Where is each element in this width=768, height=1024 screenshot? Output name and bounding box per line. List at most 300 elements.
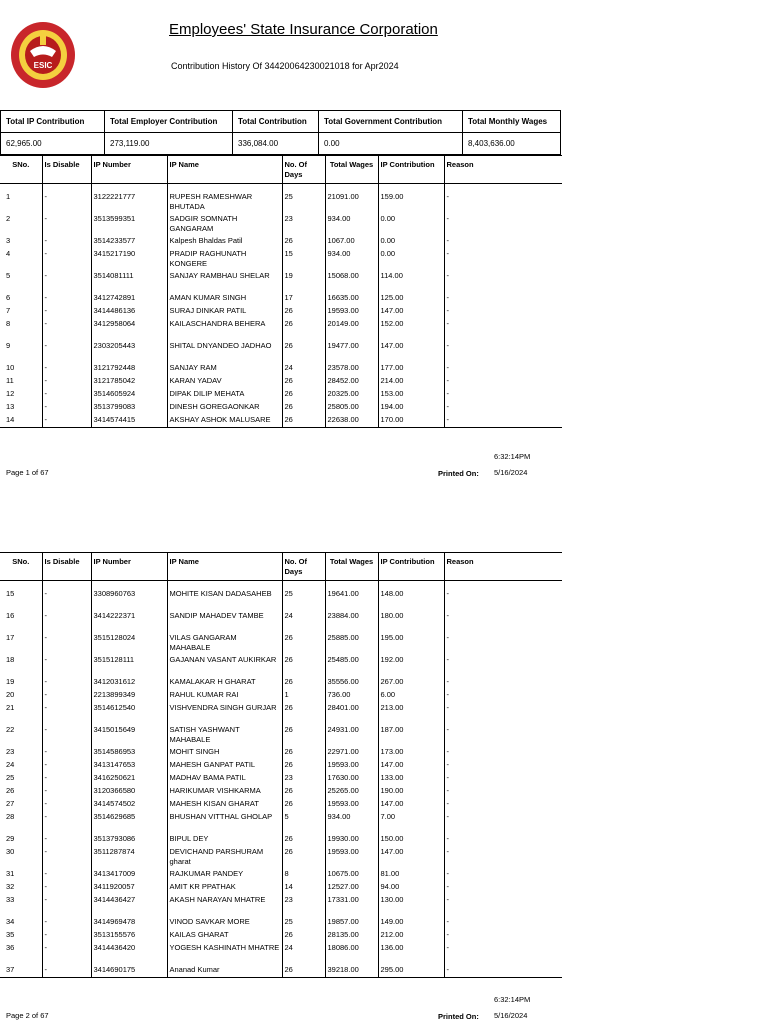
table-row: [0, 293, 562, 306]
table-row: [0, 690, 562, 703]
cell-disable: -: [42, 917, 91, 930]
cell-name: VISHVENDRA SINGH GURJAR: [167, 703, 282, 725]
cell-contrib: 0.00: [378, 214, 444, 236]
cell-contrib: 125.00: [378, 293, 444, 306]
cell-days: 24: [282, 611, 325, 633]
table-row: [0, 589, 562, 611]
cell-reason: -: [444, 930, 562, 943]
column-header: IP Contribution: [378, 553, 444, 581]
cell-contrib: 190.00: [378, 786, 444, 799]
table-row: [0, 402, 562, 415]
esic-logo-icon: [10, 21, 76, 89]
cell-contrib: 159.00: [378, 192, 444, 214]
cell-name: GAJANAN VASANT AUKIRKAR: [167, 655, 282, 677]
column-header: IP Number: [91, 156, 167, 184]
totals-label: Total Employer Contribution: [105, 111, 233, 133]
cell-disable: -: [42, 271, 91, 293]
table-row: [0, 703, 562, 725]
table-row: [0, 786, 562, 799]
logo-text: ESIC: [33, 61, 53, 70]
cell-name: SHITAL DNYANDEO JADHAO: [167, 341, 282, 363]
cell-reason: -: [444, 389, 562, 402]
cell-contrib: 295.00: [378, 965, 444, 978]
column-header: No. Of Days: [282, 553, 325, 581]
cell-wages: 25485.00: [325, 655, 378, 677]
table-row: [0, 214, 562, 236]
cell-name: SATISH YASHWANT MAHABALE: [167, 725, 282, 747]
cell-wages: 16635.00: [325, 293, 378, 306]
cell-disable: -: [42, 834, 91, 847]
cell-ip: 3120366580: [91, 786, 167, 799]
cell-days: 26: [282, 677, 325, 690]
cell-days: 26: [282, 747, 325, 760]
cell-days: 26: [282, 725, 325, 747]
cell-wages: 19593.00: [325, 799, 378, 812]
cell-ip: 3308960763: [91, 589, 167, 611]
cell-wages: 23884.00: [325, 611, 378, 633]
cell-disable: -: [42, 389, 91, 402]
cell-ip: 3414436427: [91, 895, 167, 917]
cell-ip: 3121785042: [91, 376, 167, 389]
cell-reason: -: [444, 869, 562, 882]
column-header: Reason: [444, 553, 562, 581]
cell-disable: -: [42, 773, 91, 786]
cell-sno: 2: [6, 213, 11, 223]
cell-reason: -: [444, 192, 562, 214]
cell-wages: 24931.00: [325, 725, 378, 747]
cell-contrib: 0.00: [378, 236, 444, 249]
cell-days: 26: [282, 965, 325, 978]
cell-contrib: 6.00: [378, 690, 444, 703]
cell-name: Kalpesh Bhaldas Patil: [167, 236, 282, 249]
cell-wages: 19593.00: [325, 847, 378, 869]
cell-reason: -: [444, 965, 562, 978]
cell-ip: 3411920057: [91, 882, 167, 895]
cell-contrib: 212.00: [378, 930, 444, 943]
table-row: [0, 236, 562, 249]
table-row: [0, 249, 562, 271]
cell-disable: -: [42, 799, 91, 812]
cell-disable: -: [42, 589, 91, 611]
cell-days: 24: [282, 943, 325, 965]
table-row: [0, 895, 562, 917]
cell-wages: 19477.00: [325, 341, 378, 363]
cell-days: 26: [282, 655, 325, 677]
cell-name: SURAJ DINKAR PATIL: [167, 306, 282, 319]
cell-wages: 20149.00: [325, 319, 378, 341]
table-row: [0, 306, 562, 319]
cell-contrib: 195.00: [378, 633, 444, 655]
print-time: 6:32:14PM: [494, 995, 531, 1004]
cell-reason: -: [444, 917, 562, 930]
cell-reason: -: [444, 812, 562, 834]
cell-reason: -: [444, 786, 562, 799]
cell-wages: 19930.00: [325, 834, 378, 847]
cell-sno: 20: [6, 689, 15, 699]
cell-sno: 16: [6, 610, 15, 620]
cell-sno: 31: [6, 868, 15, 878]
cell-name: AMAN KUMAR SINGH: [167, 293, 282, 306]
table-row: [0, 847, 562, 869]
cell-wages: 35556.00: [325, 677, 378, 690]
cell-contrib: 152.00: [378, 319, 444, 341]
cell-wages: 736.00: [325, 690, 378, 703]
cell-days: 5: [282, 812, 325, 834]
cell-wages: 28135.00: [325, 930, 378, 943]
column-header: IP Name: [167, 553, 282, 581]
cell-days: 25: [282, 589, 325, 611]
cell-sno: 5: [6, 270, 11, 280]
cell-wages: 19641.00: [325, 589, 378, 611]
cell-reason: -: [444, 271, 562, 293]
cell-ip: 3514081111: [91, 271, 167, 293]
cell-disable: -: [42, 703, 91, 725]
totals-label: Total IP Contribution: [1, 111, 105, 133]
cell-ip: 3414690175: [91, 965, 167, 978]
cell-sno: 14: [0, 415, 42, 428]
cell-sno: 30: [6, 846, 15, 856]
cell-sno: 25: [6, 772, 15, 782]
cell-ip: 3412031612: [91, 677, 167, 690]
cell-wages: 25265.00: [325, 786, 378, 799]
cell-days: 19: [282, 271, 325, 293]
cell-ip: 3414436420: [91, 943, 167, 965]
cell-wages: 22971.00: [325, 747, 378, 760]
table-row: [0, 725, 562, 747]
cell-days: 26: [282, 236, 325, 249]
cell-disable: -: [42, 214, 91, 236]
cell-disable: -: [42, 786, 91, 799]
cell-wages: 20325.00: [325, 389, 378, 402]
column-header: Is Disable: [42, 553, 91, 581]
column-header: IP Contribution: [378, 156, 444, 184]
cell-wages: 28401.00: [325, 703, 378, 725]
cell-ip: 3416250621: [91, 773, 167, 786]
cell-wages: 17331.00: [325, 895, 378, 917]
cell-contrib: 187.00: [378, 725, 444, 747]
cell-days: 26: [282, 415, 325, 428]
cell-sno: 35: [6, 929, 15, 939]
cell-reason: -: [444, 799, 562, 812]
column-header: Total Wages: [325, 156, 378, 184]
cell-sno: 10: [6, 362, 15, 372]
totals-value: 0.00: [319, 133, 463, 155]
table-row: [0, 192, 562, 214]
cell-wages: 19857.00: [325, 917, 378, 930]
cell-disable: -: [42, 943, 91, 965]
totals-value: 336,084.00: [233, 133, 319, 155]
cell-ip: 3414574502: [91, 799, 167, 812]
cell-disable: -: [42, 690, 91, 703]
cell-name: KAILAS GHARAT: [167, 930, 282, 943]
table-row: [0, 677, 562, 690]
cell-reason: -: [444, 633, 562, 655]
printed-on-label: Printed On:: [438, 469, 479, 478]
cell-ip: 3514629685: [91, 812, 167, 834]
cell-name: RAJKUMAR PANDEY: [167, 869, 282, 882]
cell-days: 25: [282, 192, 325, 214]
table-row: [0, 943, 562, 965]
cell-sno: 1: [6, 191, 11, 201]
cell-disable: -: [42, 633, 91, 655]
column-header: SNo.: [0, 156, 42, 184]
cell-days: 23: [282, 895, 325, 917]
cell-days: 15: [282, 249, 325, 271]
cell-contrib: 130.00: [378, 895, 444, 917]
cell-sno: 23: [6, 746, 15, 756]
cell-contrib: 150.00: [378, 834, 444, 847]
table-row: [0, 965, 562, 978]
column-header: No. Of Days: [282, 156, 325, 184]
table-row: [0, 747, 562, 760]
cell-contrib: 149.00: [378, 917, 444, 930]
cell-days: 26: [282, 760, 325, 773]
cell-wages: 39218.00: [325, 965, 378, 978]
cell-disable: -: [42, 611, 91, 633]
cell-reason: -: [444, 214, 562, 236]
table-row: [0, 869, 562, 882]
print-date: 5/16/2024: [494, 468, 528, 477]
cell-contrib: 94.00: [378, 882, 444, 895]
cell-name: SANJAY RAMBHAU SHELAR: [167, 271, 282, 293]
cell-reason: -: [444, 589, 562, 611]
cell-ip: 3515128111: [91, 655, 167, 677]
cell-wages: 18086.00: [325, 943, 378, 965]
cell-disable: -: [42, 319, 91, 341]
cell-contrib: 147.00: [378, 306, 444, 319]
cell-ip: 3514612540: [91, 703, 167, 725]
cell-days: 26: [282, 376, 325, 389]
cell-ip: 3413417009: [91, 869, 167, 882]
totals-label: Total Monthly Wages: [463, 111, 561, 133]
cell-ip: 3415217190: [91, 249, 167, 271]
cell-contrib: 177.00: [378, 363, 444, 376]
cell-reason: -: [444, 319, 562, 341]
cell-wages: 15068.00: [325, 271, 378, 293]
cell-reason: -: [444, 363, 562, 376]
cell-days: 26: [282, 319, 325, 341]
cell-sno: 32: [6, 881, 15, 891]
table-row: [0, 882, 562, 895]
cell-ip: 3515128024: [91, 633, 167, 655]
table-row: [0, 389, 562, 402]
page-number: Page 2 of 67: [6, 1011, 49, 1020]
cell-name: HARIKUMAR VISHKARMA: [167, 786, 282, 799]
cell-days: 23: [282, 773, 325, 786]
cell-disable: -: [42, 293, 91, 306]
cell-ip: 3414969478: [91, 917, 167, 930]
cell-days: 24: [282, 363, 325, 376]
cell-wages: 23578.00: [325, 363, 378, 376]
cell-reason: -: [444, 677, 562, 690]
cell-disable: -: [42, 965, 91, 978]
column-header: IP Number: [91, 553, 167, 581]
contribution-table-page-2: [0, 552, 562, 978]
cell-sno: 37: [0, 965, 42, 978]
totals-table: [0, 110, 561, 155]
cell-name: AMIT KR PPATHAK: [167, 882, 282, 895]
cell-name: KARAN YADAV: [167, 376, 282, 389]
table-row: [0, 319, 562, 341]
cell-days: 14: [282, 882, 325, 895]
cell-ip: 3415015649: [91, 725, 167, 747]
cell-name: MOHIT SINGH: [167, 747, 282, 760]
cell-ip: 3122221777: [91, 192, 167, 214]
cell-name: AKSHAY ASHOK MALUSARE: [167, 415, 282, 428]
cell-sno: 21: [6, 702, 15, 712]
cell-reason: -: [444, 760, 562, 773]
cell-name: VILAS GANGARAM MAHABALE: [167, 633, 282, 655]
cell-name: SANJAY RAM: [167, 363, 282, 376]
cell-contrib: 147.00: [378, 847, 444, 869]
cell-wages: 25805.00: [325, 402, 378, 415]
cell-sno: 3: [6, 235, 11, 245]
cell-sno: 8: [6, 318, 11, 328]
cell-ip: 3414486136: [91, 306, 167, 319]
cell-sno: 4: [6, 248, 11, 258]
cell-disable: -: [42, 376, 91, 389]
cell-reason: -: [444, 690, 562, 703]
cell-contrib: 7.00: [378, 812, 444, 834]
printed-on-label: Printed On:: [438, 1012, 479, 1021]
cell-disable: -: [42, 725, 91, 747]
totals-label: Total Contribution: [233, 111, 319, 133]
cell-reason: -: [444, 882, 562, 895]
cell-days: 25: [282, 917, 325, 930]
cell-days: 26: [282, 930, 325, 943]
cell-reason: -: [444, 236, 562, 249]
table-row: [0, 611, 562, 633]
table-row: [0, 633, 562, 655]
cell-reason: -: [444, 249, 562, 271]
cell-contrib: 81.00: [378, 869, 444, 882]
cell-days: 26: [282, 703, 325, 725]
cell-days: 26: [282, 341, 325, 363]
cell-disable: -: [42, 363, 91, 376]
cell-disable: -: [42, 249, 91, 271]
cell-ip: 3414574415: [91, 415, 167, 428]
column-header: SNo.: [0, 553, 42, 581]
cell-disable: -: [42, 930, 91, 943]
cell-ip: 3412742891: [91, 293, 167, 306]
cell-name: RAHUL KUMAR RAI: [167, 690, 282, 703]
table-row: [0, 341, 562, 363]
cell-wages: 934.00: [325, 214, 378, 236]
cell-disable: -: [42, 341, 91, 363]
page-title: Employees' State Insurance Corporation: [169, 21, 438, 38]
cell-sno: 7: [6, 305, 11, 315]
cell-name: MAHESH KISAN GHARAT: [167, 799, 282, 812]
cell-ip: 3513599351: [91, 214, 167, 236]
cell-name: RUPESH RAMESHWAR BHUTADA: [167, 192, 282, 214]
cell-reason: -: [444, 415, 562, 428]
column-header: Is Disable: [42, 156, 91, 184]
cell-disable: -: [42, 415, 91, 428]
print-date: 5/16/2024: [494, 1011, 528, 1020]
cell-ip: 3511287874: [91, 847, 167, 869]
cell-wages: 10675.00: [325, 869, 378, 882]
cell-contrib: 194.00: [378, 402, 444, 415]
cell-name: DINESH GOREGAONKAR: [167, 402, 282, 415]
cell-sno: 18: [6, 654, 15, 664]
page-number: Page 1 of 67: [6, 468, 49, 477]
table-row: [0, 773, 562, 786]
table-row: [0, 930, 562, 943]
cell-sno: 29: [6, 833, 15, 843]
cell-ip: 3514605924: [91, 389, 167, 402]
cell-sno: 26: [6, 785, 15, 795]
cell-ip: 3413147653: [91, 760, 167, 773]
cell-ip: 2213899349: [91, 690, 167, 703]
cell-reason: -: [444, 655, 562, 677]
table-row: [0, 363, 562, 376]
cell-days: 26: [282, 633, 325, 655]
cell-name: AKASH NARAYAN MHATRE: [167, 895, 282, 917]
cell-reason: -: [444, 306, 562, 319]
cell-sno: 27: [6, 798, 15, 808]
cell-reason: -: [444, 747, 562, 760]
cell-ip: 3414222371: [91, 611, 167, 633]
cell-disable: -: [42, 677, 91, 690]
cell-sno: 12: [6, 388, 15, 398]
table-row: [0, 834, 562, 847]
cell-days: 17: [282, 293, 325, 306]
cell-wages: 934.00: [325, 812, 378, 834]
cell-name: SANDIP MAHADEV TAMBE: [167, 611, 282, 633]
cell-reason: -: [444, 943, 562, 965]
cell-wages: 21091.00: [325, 192, 378, 214]
cell-disable: -: [42, 882, 91, 895]
cell-disable: -: [42, 655, 91, 677]
cell-disable: -: [42, 869, 91, 882]
cell-reason: -: [444, 293, 562, 306]
cell-contrib: 213.00: [378, 703, 444, 725]
cell-contrib: 153.00: [378, 389, 444, 402]
table-row: [0, 760, 562, 773]
cell-wages: 934.00: [325, 249, 378, 271]
cell-name: KAILASCHANDRA BEHERA: [167, 319, 282, 341]
cell-days: 23: [282, 214, 325, 236]
cell-ip: 3514586953: [91, 747, 167, 760]
cell-name: VINOD SAVKAR MORE: [167, 917, 282, 930]
cell-days: 26: [282, 834, 325, 847]
cell-name: DIPAK DILIP MEHATA: [167, 389, 282, 402]
cell-reason: -: [444, 611, 562, 633]
cell-sno: 22: [6, 724, 15, 734]
cell-ip: 2303205443: [91, 341, 167, 363]
cell-sno: 6: [6, 292, 11, 302]
cell-reason: -: [444, 703, 562, 725]
cell-days: 26: [282, 847, 325, 869]
cell-disable: -: [42, 747, 91, 760]
cell-contrib: 192.00: [378, 655, 444, 677]
cell-contrib: 136.00: [378, 943, 444, 965]
cell-sno: 33: [6, 894, 15, 904]
table-row: [0, 812, 562, 834]
cell-name: MADHAV BAMA PATIL: [167, 773, 282, 786]
cell-disable: -: [42, 812, 91, 834]
cell-wages: 19593.00: [325, 760, 378, 773]
cell-name: BIPUL DEY: [167, 834, 282, 847]
cell-reason: -: [444, 847, 562, 869]
cell-contrib: 173.00: [378, 747, 444, 760]
cell-disable: -: [42, 236, 91, 249]
cell-ip: 3412958064: [91, 319, 167, 341]
cell-sno: 11: [6, 375, 14, 385]
cell-days: 26: [282, 799, 325, 812]
cell-contrib: 147.00: [378, 341, 444, 363]
cell-sno: 19: [6, 676, 15, 686]
